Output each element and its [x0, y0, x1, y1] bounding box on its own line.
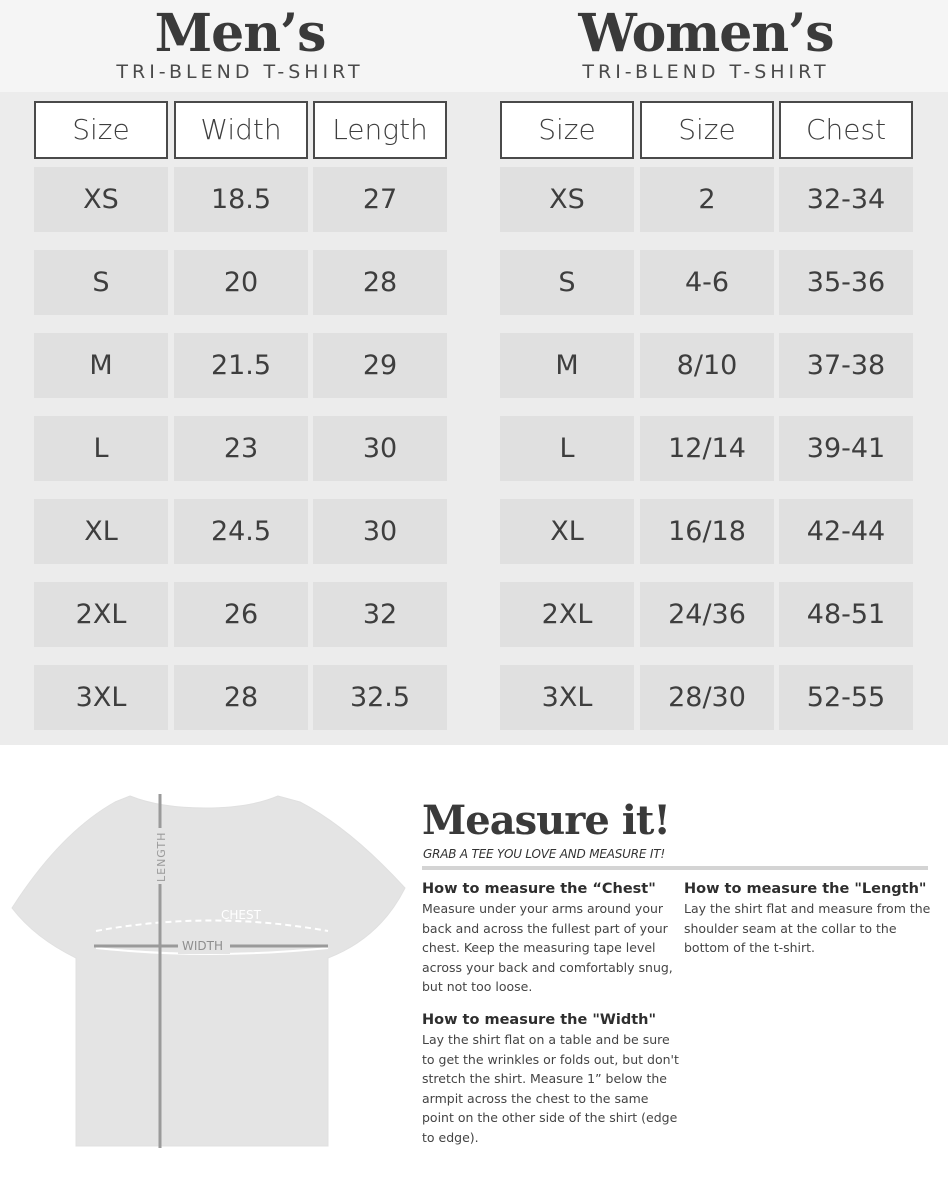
mens-cell-size: L: [34, 416, 168, 481]
mens-cell-length: 32.5: [313, 665, 447, 730]
mens-cell-size: XS: [34, 167, 168, 232]
womens-title: Women’s: [578, 3, 834, 64]
mens-heading: [90, 4, 390, 82]
womens-cell-numeric-size: 24/36: [640, 582, 774, 647]
mens-cell-length: 29: [313, 333, 447, 398]
chest-label: CHEST: [221, 908, 261, 922]
chest-heading: How to measure the “Chest": [422, 881, 656, 897]
mens-cell-length: 28: [313, 250, 447, 315]
womens-subtitle: TRI-BLEND T-SHIRT: [582, 61, 830, 83]
length-text: Lay the shirt flat and measure from the shoulder seam at the collar to the bottom of the t-shirt.: [684, 901, 931, 956]
width-text: Lay the shirt flat on a table and be sure to get the wrinkles or folds out, but don't stretch the shirt. Measure 1” below the armpit across the chest to the same point on the other side of the shirt (edge to edge).: [422, 1032, 679, 1145]
chest-text: Measure under your arms around your back and across the fullest part of your chest. Keep the measuring tape level across your back and comfortably snug, but not too loose.: [422, 901, 673, 995]
mens-cell-length: 32: [313, 582, 447, 647]
womens-cell-size: XL: [500, 499, 634, 564]
womens-cell-size: 3XL: [500, 665, 634, 730]
womens-cell-chest: 37-38: [779, 333, 913, 398]
tshirt-icon: [10, 788, 410, 1150]
mens-cell-size: 3XL: [34, 665, 168, 730]
womens-header-chest: Chest: [779, 101, 913, 159]
mens-cell-length: 27: [313, 167, 447, 232]
womens-cell-chest: 35-36: [779, 250, 913, 315]
mens-cell-width: 20: [174, 250, 308, 315]
length-heading: How to measure the "Length": [684, 881, 927, 897]
womens-heading: [556, 4, 856, 82]
mens-cell-length: 30: [313, 416, 447, 481]
mens-title: Men’s: [154, 3, 326, 64]
width-label: WIDTH: [182, 939, 223, 953]
womens-cell-numeric-size: 28/30: [640, 665, 774, 730]
measure-title: Measure it!: [422, 797, 670, 844]
mens-cell-size: 2XL: [34, 582, 168, 647]
mens-cell-width: 21.5: [174, 333, 308, 398]
mens-cell-size: S: [34, 250, 168, 315]
womens-cell-size: 2XL: [500, 582, 634, 647]
mens-header-size: Size: [34, 101, 168, 159]
womens-cell-numeric-size: 2: [640, 167, 774, 232]
mens-header-width: Width: [174, 101, 308, 159]
womens-cell-numeric-size: 8/10: [640, 333, 774, 398]
womens-header-numeric-size: Size: [640, 101, 774, 159]
mens-cell-length: 30: [313, 499, 447, 564]
womens-cell-numeric-size: 4-6: [640, 250, 774, 315]
measure-divider: [422, 866, 928, 870]
womens-cell-chest: 39-41: [779, 416, 913, 481]
womens-cell-size: L: [500, 416, 634, 481]
mens-cell-width: 24.5: [174, 499, 308, 564]
womens-cell-numeric-size: 16/18: [640, 499, 774, 564]
womens-header-size: Size: [500, 101, 634, 159]
width-heading: How to measure the "Width": [422, 1012, 657, 1028]
mens-header-length: Length: [313, 101, 447, 159]
womens-cell-numeric-size: 12/14: [640, 416, 774, 481]
womens-cell-chest: 48-51: [779, 582, 913, 647]
womens-cell-chest: 52-55: [779, 665, 913, 730]
length-instructions: [684, 879, 934, 958]
mens-cell-width: 23: [174, 416, 308, 481]
womens-cell-size: M: [500, 333, 634, 398]
mens-cell-size: M: [34, 333, 168, 398]
mens-cell-width: 28: [174, 665, 308, 730]
length-label: LENGTH: [155, 831, 168, 882]
mens-subtitle: TRI-BLEND T-SHIRT: [116, 61, 364, 83]
measure-subtitle: GRAB A TEE YOU LOVE AND MEASURE IT!: [423, 847, 665, 861]
womens-cell-size: S: [500, 250, 634, 315]
mens-cell-size: XL: [34, 499, 168, 564]
womens-cell-chest: 42-44: [779, 499, 913, 564]
mens-cell-width: 26: [174, 582, 308, 647]
tshirt-diagram: [10, 788, 410, 1150]
womens-cell-size: XS: [500, 167, 634, 232]
width-instructions: [422, 1010, 680, 1148]
mens-cell-width: 18.5: [174, 167, 308, 232]
chest-instructions: [422, 879, 677, 997]
womens-cell-chest: 32-34: [779, 167, 913, 232]
